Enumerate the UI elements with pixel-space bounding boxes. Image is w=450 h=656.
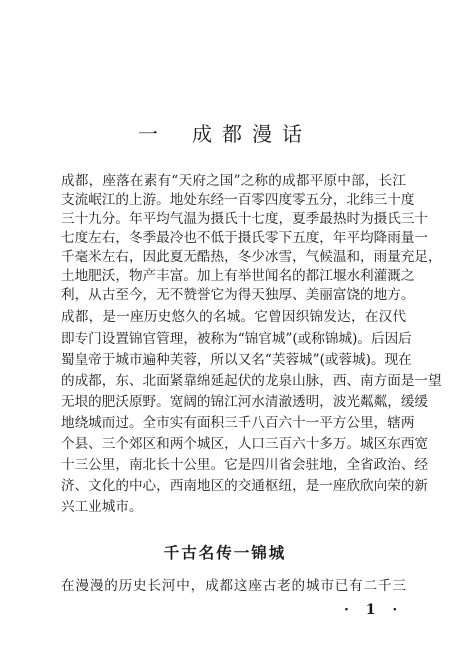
paragraph-1-line: 土地肥沃，物产丰富。加上有举世闻名的都江堰水利灌溉之 — [61, 268, 415, 284]
chapter-number: 一 — [138, 122, 168, 146]
paragraph-2-line: 十三公里，南北长十公里。它是四川省会驻地，全省政治、经 — [61, 457, 429, 473]
paragraph-3-line: 在漫漫的历史长河中，成都这座古老的城市已有二千三 — [61, 578, 406, 594]
chapter-title-text: 成都漫话 — [192, 122, 312, 146]
paragraph-2-line: 蜀皇帝于城市遍种芙蓉，所以又名“芙蓉城”(或蓉城)。现在 — [61, 352, 412, 368]
paragraph-1-line: 三十九分。年平均气温为摄氏十七度，夏季最热时为摄氏三十 — [61, 211, 429, 227]
paragraph-2-line: 个县、三个郊区和两个城区，人口三百六十多万。城区东西宽 — [61, 436, 429, 452]
paragraph-2-line: 无垠的肥沃原野。宽阔的锦江河水清澈透明，波光粼粼，缓缓 — [61, 394, 429, 410]
paragraph-1-line: 七度左右，冬季最冷也不低于摄氏零下五度，年平均降雨量一 — [61, 230, 429, 246]
chapter-heading — [0, 118, 450, 147]
paragraph-2-line: 济、文化的中心，西南地区的交通枢纽，是一座欣欣向荣的新 — [61, 478, 429, 494]
paragraph-2-line: 地绕城而过。全市实有面积三千八百六十一平方公里，辖两 — [61, 415, 415, 431]
paragraph-1-line: 利，从古至今，无不赞誉它为得天独厚、美丽富饶的地方。 — [61, 287, 415, 303]
paragraph-1-line: 支流岷江的上游。地处东经一百零四度零五分，北纬三十度 — [61, 192, 415, 208]
page-number: · 1 · — [344, 602, 404, 618]
paragraph-2-line: 即专门设置锦官管理，被称为“锦官城”(或称锦城)。后因后 — [61, 331, 412, 347]
paragraph-1-line: 成都，座落在素有“天府之国”之称的成都平原中部，长江 — [61, 173, 406, 189]
paragraph-2-line: 兴工业城市。 — [61, 499, 143, 515]
section-heading: 千古名传一锦城 — [163, 544, 287, 562]
paragraph-2-line: 的成都，东、北面紧靠绵延起伏的龙泉山脉，西、南方面是一望 — [61, 373, 442, 389]
paragraph-2-line: 成都，是一座历史悠久的名城。它曾因织锦发达，在汉代 — [61, 309, 406, 325]
paragraph-1-line: 千毫米左右，因此夏无酷热，冬少冰雪，气候温和，雨量充足， — [61, 249, 442, 265]
